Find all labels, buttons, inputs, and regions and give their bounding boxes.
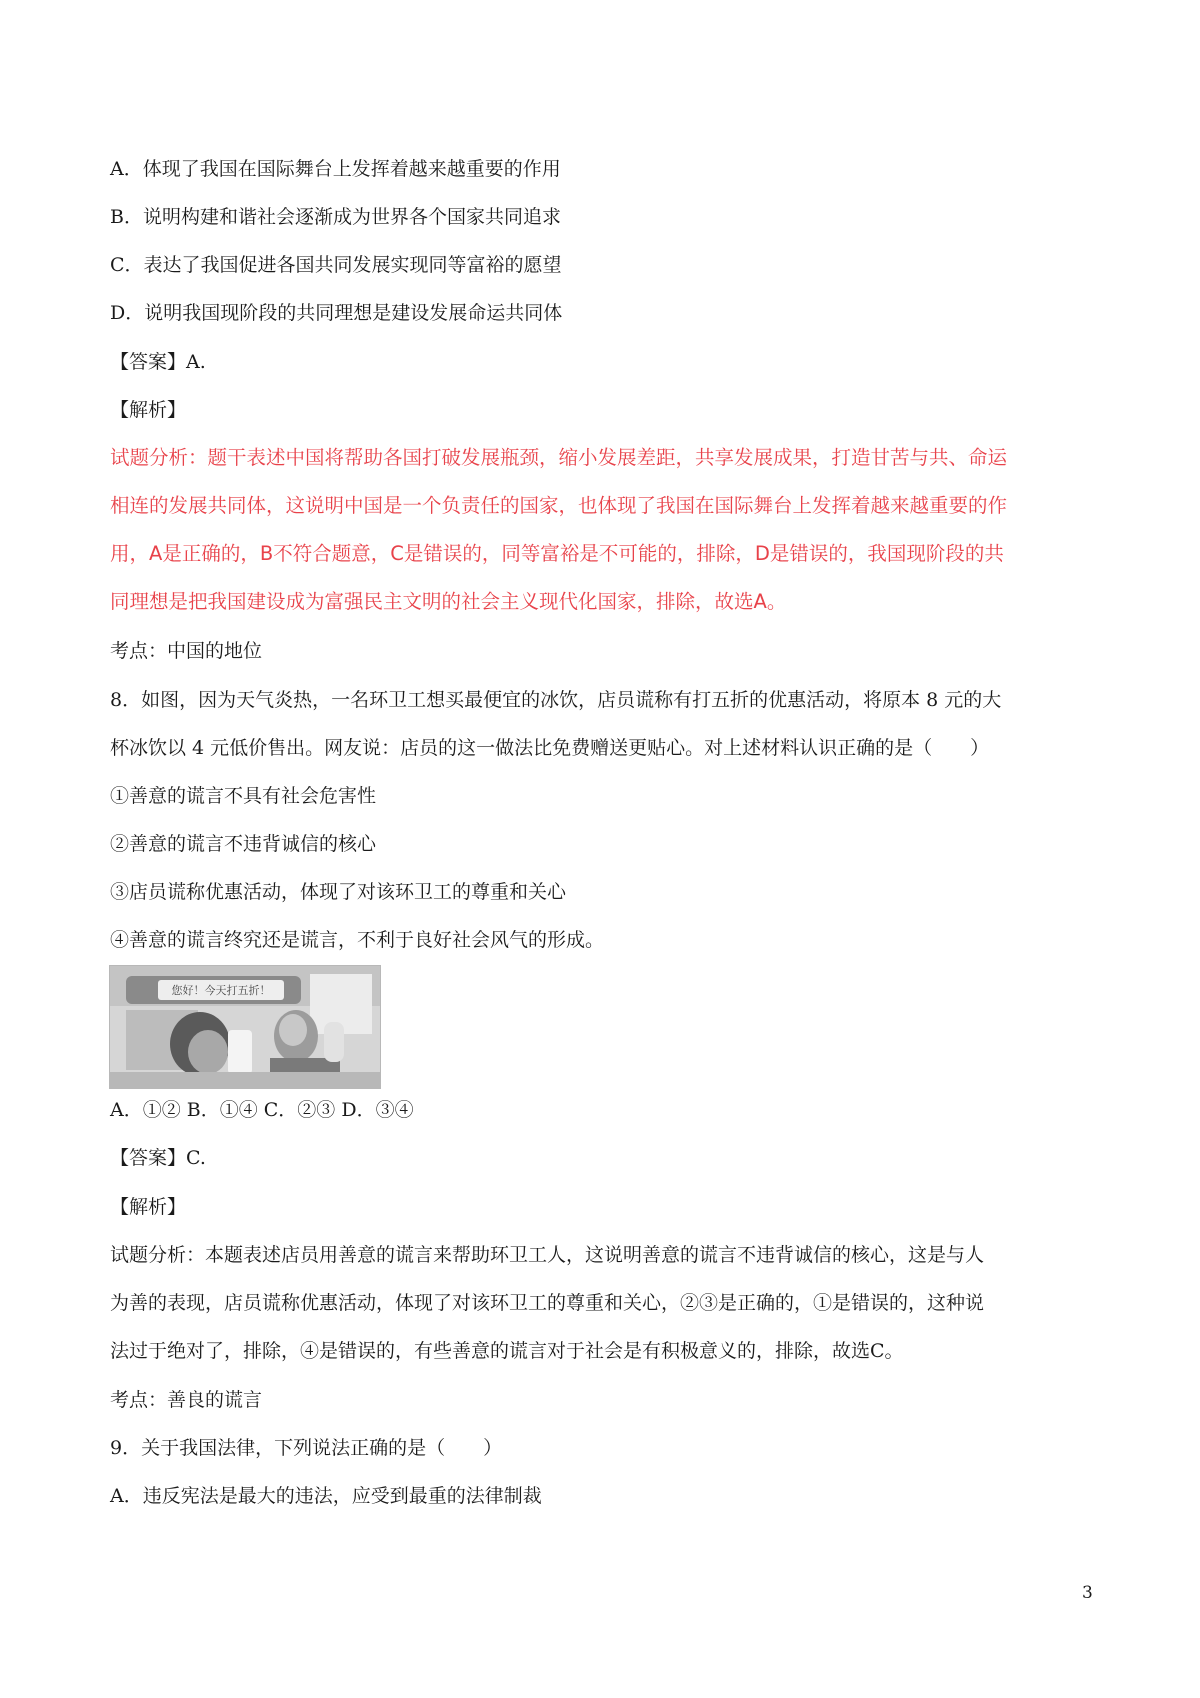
photo-caption: 您好！今天打五折！ (171, 984, 271, 997)
key-point: 考点：善良的谎言 (110, 1389, 263, 1411)
analysis-line: 为善的表现，店员谎称优惠活动，体现了对该环卫工的尊重和关心，②③是正确的，①是错误的，这种说 (110, 1292, 985, 1314)
key-point: 考点：中国的地位 (110, 640, 263, 662)
analysis-line: 试题分析：本题表述店员用善意的谎言来帮助环卫工人，这说明善意的谎言不违背诚信的核心，这是与人 (110, 1244, 985, 1266)
question-stem: 8．如图，因为天气炎热，一名环卫工想买最便宜的冰饮，店员谎称有打五折的优惠活动，将原本 8 元的大 (110, 689, 1002, 711)
option-a: A．违反宪法是最大的违法，应受到最重的法律制裁 (110, 1485, 542, 1507)
question-stem: 杯冰饮以 4 元低价售出。网友说：店员的这一做法比免费赠送更贴心。对上述材料认识正确的是（ ） (110, 737, 990, 759)
option-b: B．说明构建和谐社会逐渐成为世界各个国家共同追求 (110, 206, 561, 228)
answer-label: 【答案】C. (110, 1147, 206, 1169)
statement-1: ①善意的谎言不具有社会危害性 (110, 785, 377, 807)
page-number: 3 (1082, 1583, 1093, 1603)
analysis-line: 试题分析：题干表述中国将帮助各国打破发展瓶颈，缩小发展差距，共享发展成果，打造甘苦与共、命运 (110, 446, 1008, 469)
analysis-label: 【解析】 (110, 1196, 187, 1218)
answer-options: A．①② B．①④ C．②③ D．③④ (110, 1099, 414, 1121)
question-stem: 9．关于我国法律，下列说法正确的是（ ） (110, 1437, 503, 1459)
answer-label: 【答案】A. (110, 351, 206, 373)
illustration-photo (109, 965, 381, 1089)
analysis-line: 相连的发展共同体，这说明中国是一个负责任的国家，也体现了我国在国际舞台上发挥着越来越重要的作 (110, 494, 1008, 517)
analysis-line: 法过于绝对了，排除，④是错误的，有些善意的谎言对于社会是有积极意义的，排除，故选C。 (110, 1340, 904, 1362)
option-c: C．表达了我国促进各国共同发展实现同等富裕的愿望 (110, 254, 562, 276)
statement-2: ②善意的谎言不违背诚信的核心 (110, 833, 377, 855)
option-d: D．说明我国现阶段的共同理想是建设发展命运共同体 (110, 302, 563, 324)
analysis-label: 【解析】 (110, 399, 187, 421)
analysis-line: 同理想是把我国建设成为富强民主文明的社会主义现代化国家，排除，故选A。 (110, 590, 787, 613)
statement-4: ④善意的谎言终究还是谎言，不利于良好社会风气的形成。 (110, 929, 605, 951)
option-a: A．体现了我国在国际舞台上发挥着越来越重要的作用 (110, 158, 561, 180)
statement-3: ③店员谎称优惠活动，体现了对该环卫工的尊重和关心 (110, 881, 567, 903)
analysis-line: 用，A是正确的，B不符合题意，C是错误的，同等富裕是不可能的，排除，D是错误的，我国现阶段的共 (110, 542, 1004, 565)
